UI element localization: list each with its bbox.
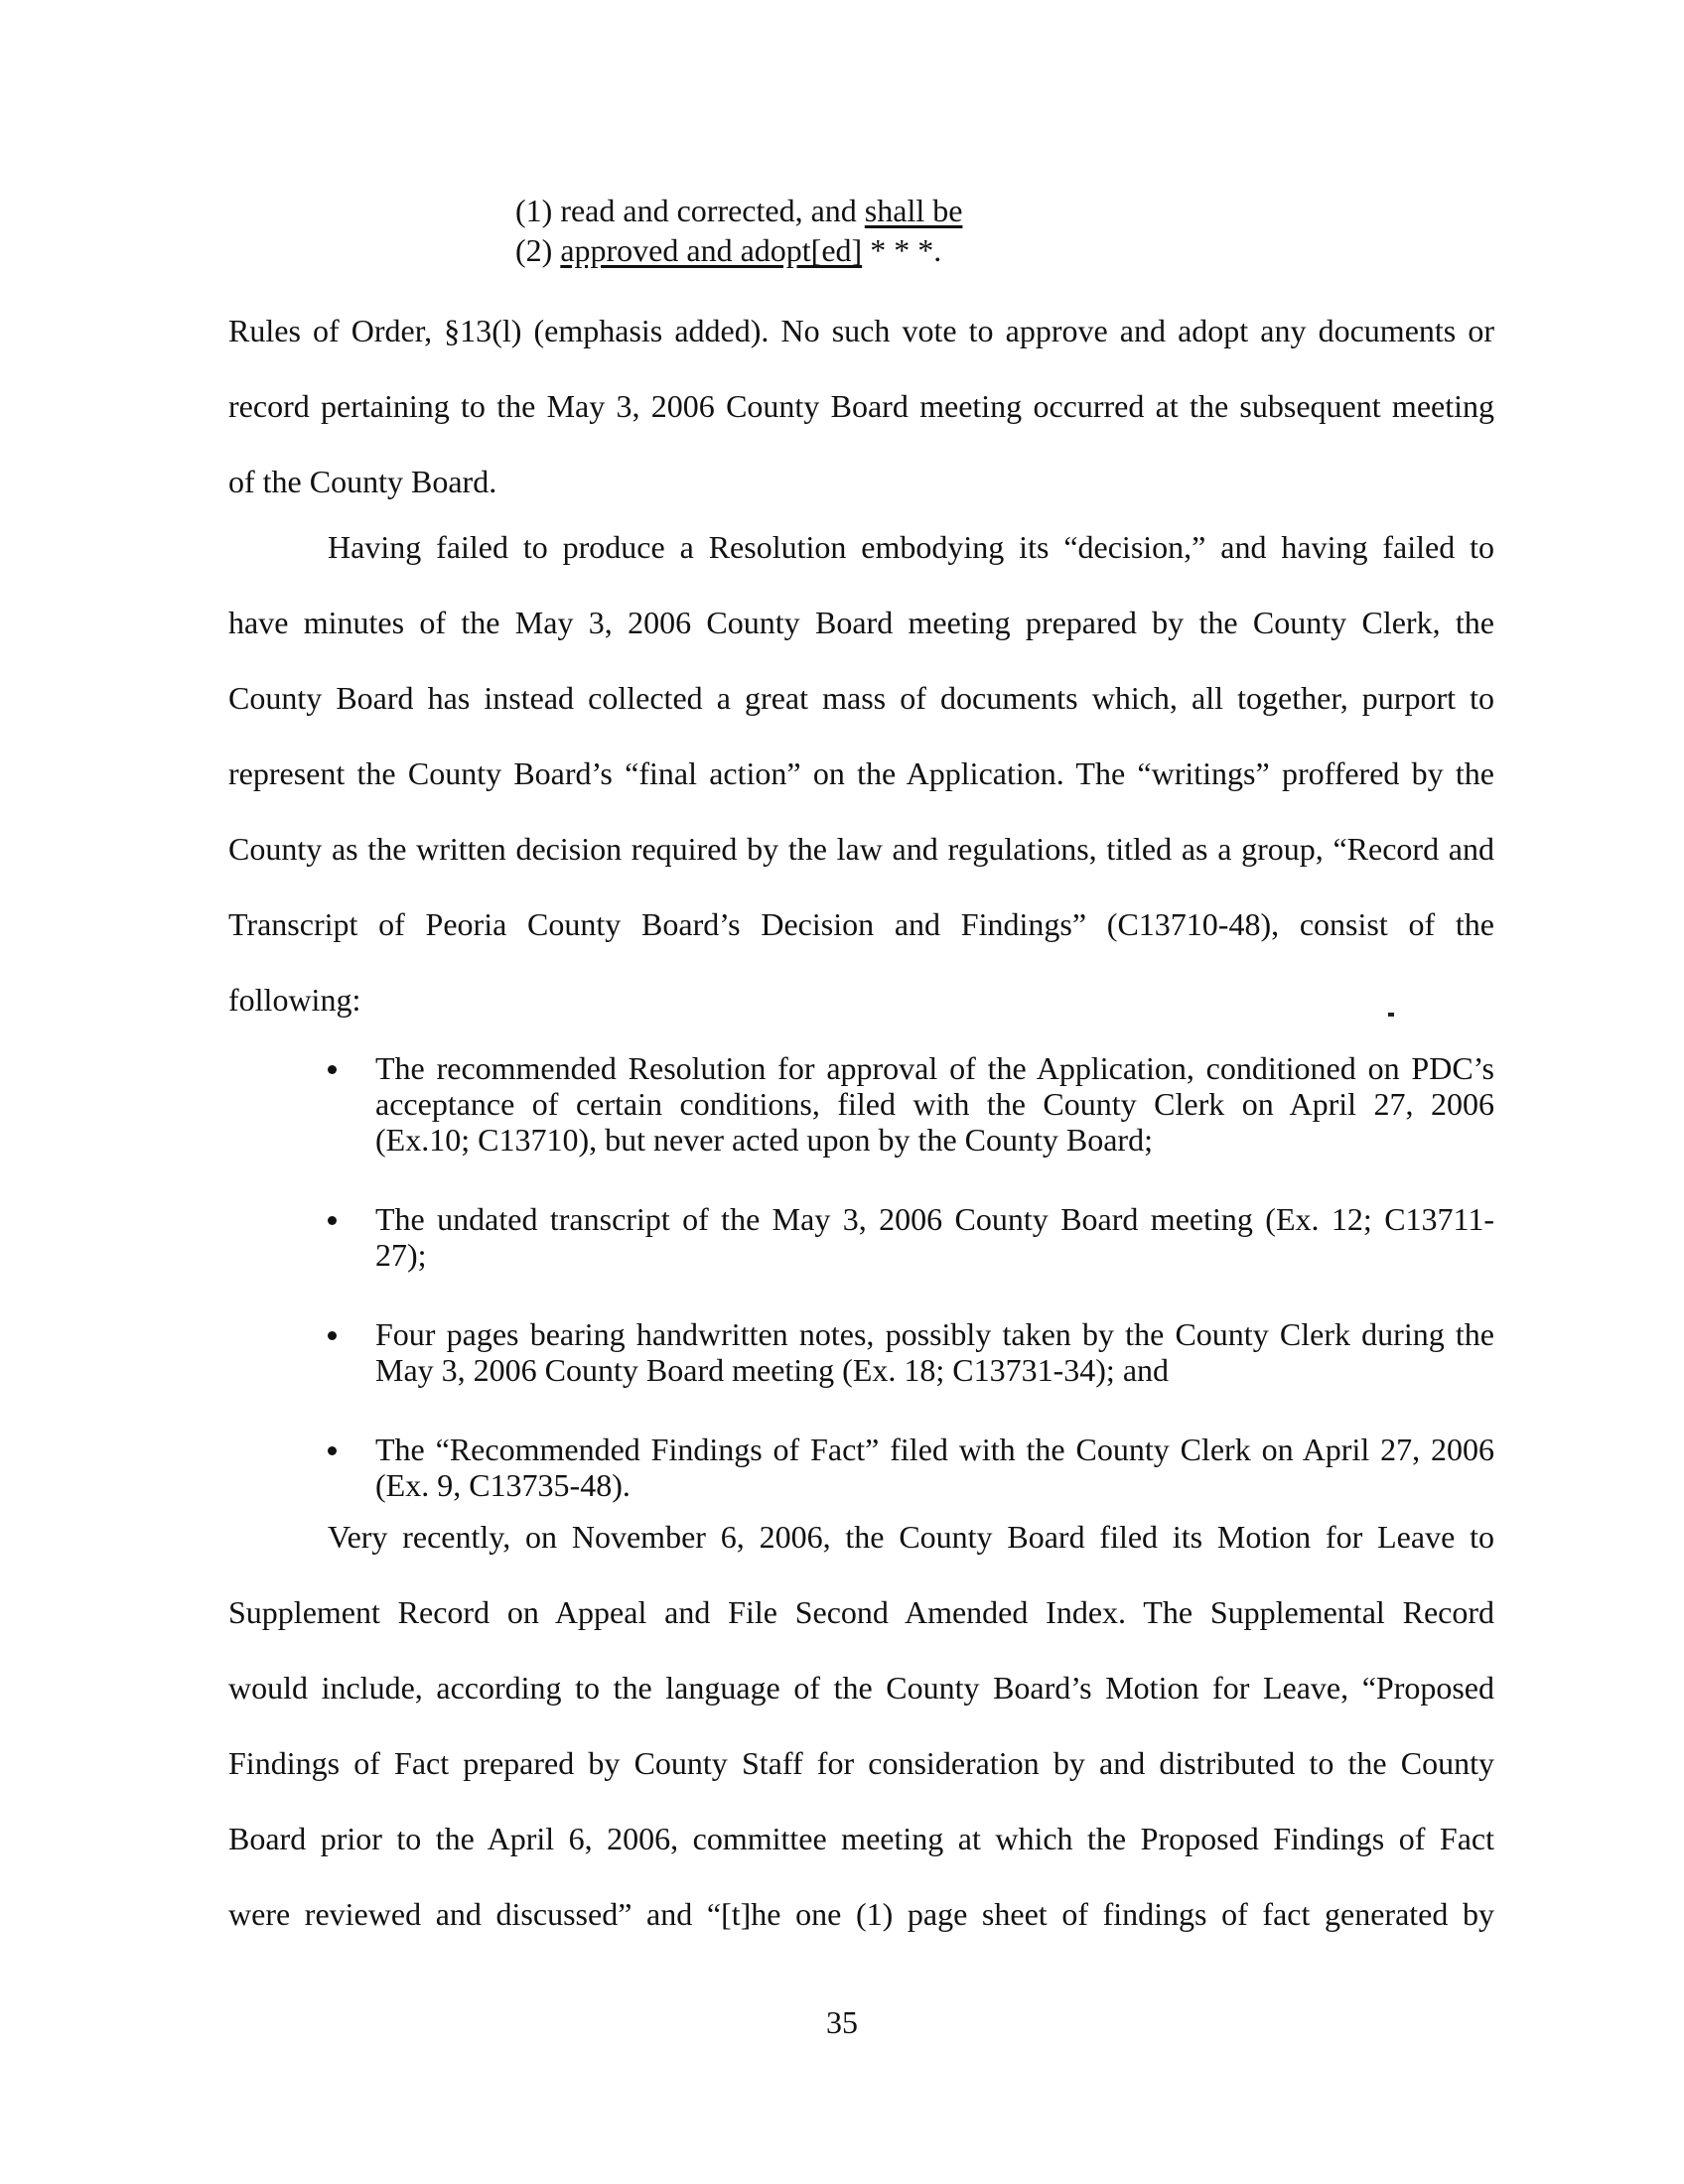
text-line: Rules of Order, §13(l) (emphasis added). No such vote to approve and adopt any documents or <box>228 313 1494 348</box>
bullet-text-line: The undated transcript of the May 3, 2006 County Board meeting (Ex. 12; C13711- <box>375 1201 1494 1237</box>
text-line: represent the County Board’s “final action” on the Application. The “writings” proffered by the <box>228 755 1494 791</box>
bullet-dot-icon <box>328 1216 337 1225</box>
text-line: would include, according to the language of the County Board’s Motion for Leave, “Proposed <box>228 1670 1494 1706</box>
quoted-rule-item <box>515 191 962 230</box>
text-line: were reviewed and discussed” and “[t]he one (1) page sheet of findings of fact generated by <box>228 1896 1494 1932</box>
quoted-rule-text: * * *. <box>862 232 942 268</box>
text-line: Findings of Fact prepared by County Staff for consideration by and distributed to the County <box>228 1745 1494 1781</box>
text-line: County Board has instead collected a great mass of documents which, all together, purport to <box>228 680 1494 716</box>
page-number: 35 <box>826 2004 858 2040</box>
bullet-text-line: The “Recommended Findings of Fact” filed with the County Clerk on April 27, 2006 <box>375 1432 1494 1467</box>
text-line: Board prior to the April 6, 2006, committee meeting at which the Proposed Findings of Fact <box>228 1821 1494 1856</box>
bullet-text-line: May 3, 2006 County Board meeting (Ex. 18; C13731-34); and <box>375 1352 1170 1388</box>
bullet-item <box>318 1432 1494 1503</box>
text-line: have minutes of the May 3, 2006 County Board meeting prepared by the County Clerk, the <box>228 605 1494 640</box>
paragraph-rules-of-order <box>228 293 1494 519</box>
quoted-rule-list <box>515 191 962 270</box>
text-line: following: <box>228 982 361 1018</box>
bullet-dot-icon <box>328 1446 337 1455</box>
underlined-emphasis: shall be <box>864 193 963 228</box>
bullet-dot-icon <box>328 1065 337 1074</box>
bullet-text-line: 27); <box>375 1237 427 1273</box>
text-line: of the County Board. <box>228 464 497 499</box>
bullet-text-line: The recommended Resolution for approval of the Application, conditioned on PDC’s <box>375 1050 1494 1086</box>
text-line: record pertaining to the May 3, 2006 County Board meeting occurred at the subsequent meeting <box>228 388 1494 424</box>
bullet-text-line: (Ex.10; C13710), but never acted upon by the County Board; <box>375 1122 1153 1158</box>
paragraph-motion-for-leave <box>228 1499 1494 1952</box>
text-line: County as the written decision required by the law and regulations, titled as a group, “Record and <box>228 831 1494 867</box>
bullet-text-line: Four pages bearing handwritten notes, possibly taken by the County Clerk during the <box>375 1316 1494 1352</box>
underlined-emphasis: approved and adopt[ed] <box>560 232 863 268</box>
bullet-list <box>318 1050 1494 1547</box>
bullet-item <box>318 1201 1494 1273</box>
text-line: Transcript of Peoria County Board’s Decision and Findings” (C13710-48), consist of the <box>228 906 1494 942</box>
text-line: Having failed to produce a Resolution embodying its “decision,” and having failed to <box>328 529 1494 565</box>
quoted-rule-text: (1) read and corrected, and <box>515 193 865 228</box>
bullet-dot-icon <box>328 1331 337 1340</box>
bullet-item <box>318 1050 1494 1158</box>
paragraph-failed-to-produce <box>228 509 1494 1037</box>
bullet-item <box>318 1316 1494 1388</box>
quoted-rule-item <box>515 230 962 270</box>
scan-speck <box>1388 1013 1394 1017</box>
text-line: Very recently, on November 6, 2006, the County Board filed its Motion for Leave to <box>328 1519 1494 1555</box>
bullet-text-line: acceptance of certain conditions, filed with the County Clerk on April 27, 2006 <box>375 1086 1494 1122</box>
text-line: Supplement Record on Appeal and File Second Amended Index. The Supplemental Record <box>228 1594 1494 1630</box>
bullet-text-line: (Ex. 9, C13735-48). <box>375 1467 631 1503</box>
quoted-rule-text: (2) <box>515 232 561 268</box>
